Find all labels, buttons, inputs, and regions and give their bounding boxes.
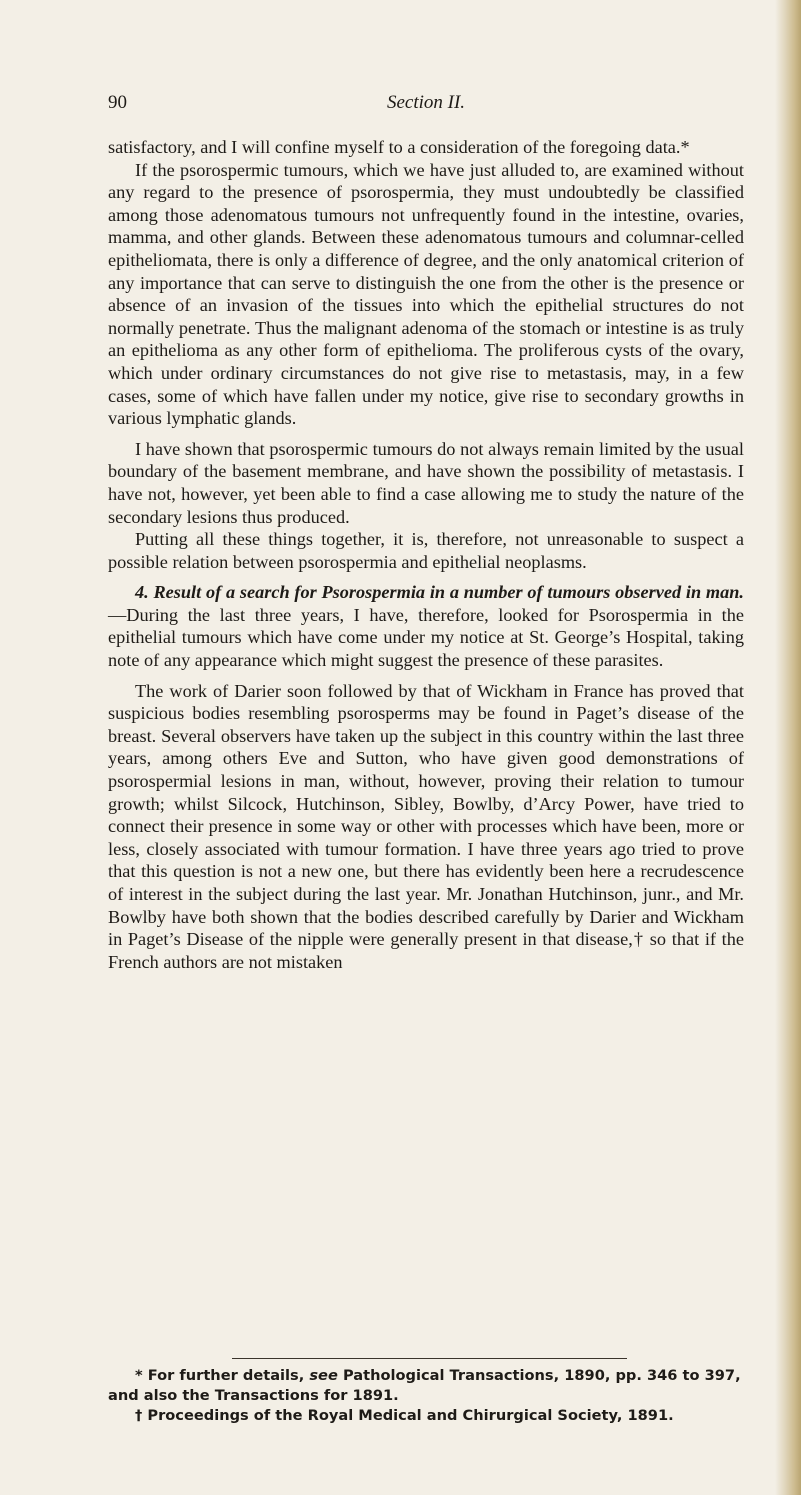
footnote-1-see: see xyxy=(309,1367,338,1384)
section-heading: 4. Result of a search for Psorospermia in a number of tumours observed in man. xyxy=(135,582,744,603)
footnote-1-lead: * For further details, xyxy=(135,1367,305,1384)
footnote-divider xyxy=(232,1358,627,1359)
running-head: Section II. xyxy=(386,92,466,113)
paragraph-section-4 xyxy=(108,581,744,671)
footnote-1 xyxy=(108,1366,744,1406)
footnotes xyxy=(108,1366,744,1426)
page-header xyxy=(108,92,744,118)
paragraph-metastasis: I have shown that psorospermic tumours do not always remain limited by the usual boundary of the basement membrane, and have shown the possibility of metastasis. I have not, however, yet been able to find a case allowing me to study the nature of the secondary lesions thus produced. xyxy=(108,438,744,527)
section-4-text: —During the last three years, I have, therefore, looked for Psorospermia in the epithelial tumours which have come under my notice at St. George’s Hospital, taking note of any appearance which might suggest the presence of these parasites. xyxy=(108,604,744,671)
paragraph-relation: Putting all these things together, it is, therefore, not unreasonable to suspect a possible relation between psorospermia and epithelial neoplasms. xyxy=(108,529,744,572)
footnote-1-text: Pathological Transactions, 1890, pp. 346 to 397, and also the Transactions for 1891. xyxy=(108,1367,741,1404)
paragraph-darier-wickham: The work of Darier soon followed by that of Wickham in France has proved that suspicious bodies resembling psorosperms may be found in Paget’s disease of the breast. Several observers have taken up the subject in this country within the last three years, among others Eve and Sutton, who have given good demonstrations of psorospermial lesions in man, without, however, proving their relation to tumour growth; whilst Silcock, Hutchinson, Sibley, Bowlby, d’Arcy Power, have tried to connect their presence in some way or other with processes which have been, more or less, closely associated with tumour formation. I have three years ago tried to prove that this question is not a new one, but there has evidently been here a recrudescence of interest in the subject during the last year. Mr. Jonathan Hutchinson, junr., and Mr. Bowlby have both shown that the bodies described carefully by Darier and Wickham in Paget’s Disease of the nipple were generally present in that disease,† so that if the French authors are not mistaken xyxy=(108,680,744,972)
page-edge-shadow xyxy=(775,0,801,1495)
footnote-2: † Proceedings of the Royal Medical and Chirurgical Society, 1891. xyxy=(135,1407,674,1424)
page-number: 90 xyxy=(108,92,127,113)
paragraph-adenomatous-tumours: If the psorospermic tumours, which we have just alluded to, are examined without any regard to the presence of psorospermia, they must undoubtedly be classified among those adenomatous tumours not unfrequently found in the intestine, ovaries, mamma, and other glands. Between these adenomatous tumours and columnar-celled epitheliomata, there is only a difference of degree, and the only anatomical criterion of any importance that can serve to distinguish the one from the other is the presence or absence of an invasion of the tissues into which the epithelial structures do not normally penetrate. Thus the malignant adenoma of the stomach or intestine is as truly an epithelioma as any other form of epithelioma. The proliferous cysts of the ovary, which under ordinary circumstances do not give rise to metastasis, may, in a few cases, some of which have fallen under my notice, give rise to secondary growths in various lymphatic glands. xyxy=(108,159,744,429)
paragraph-continuation: satisfactory, and I will confine myself to a consideration of the foregoing data.* xyxy=(108,137,690,157)
body-text xyxy=(108,136,744,973)
